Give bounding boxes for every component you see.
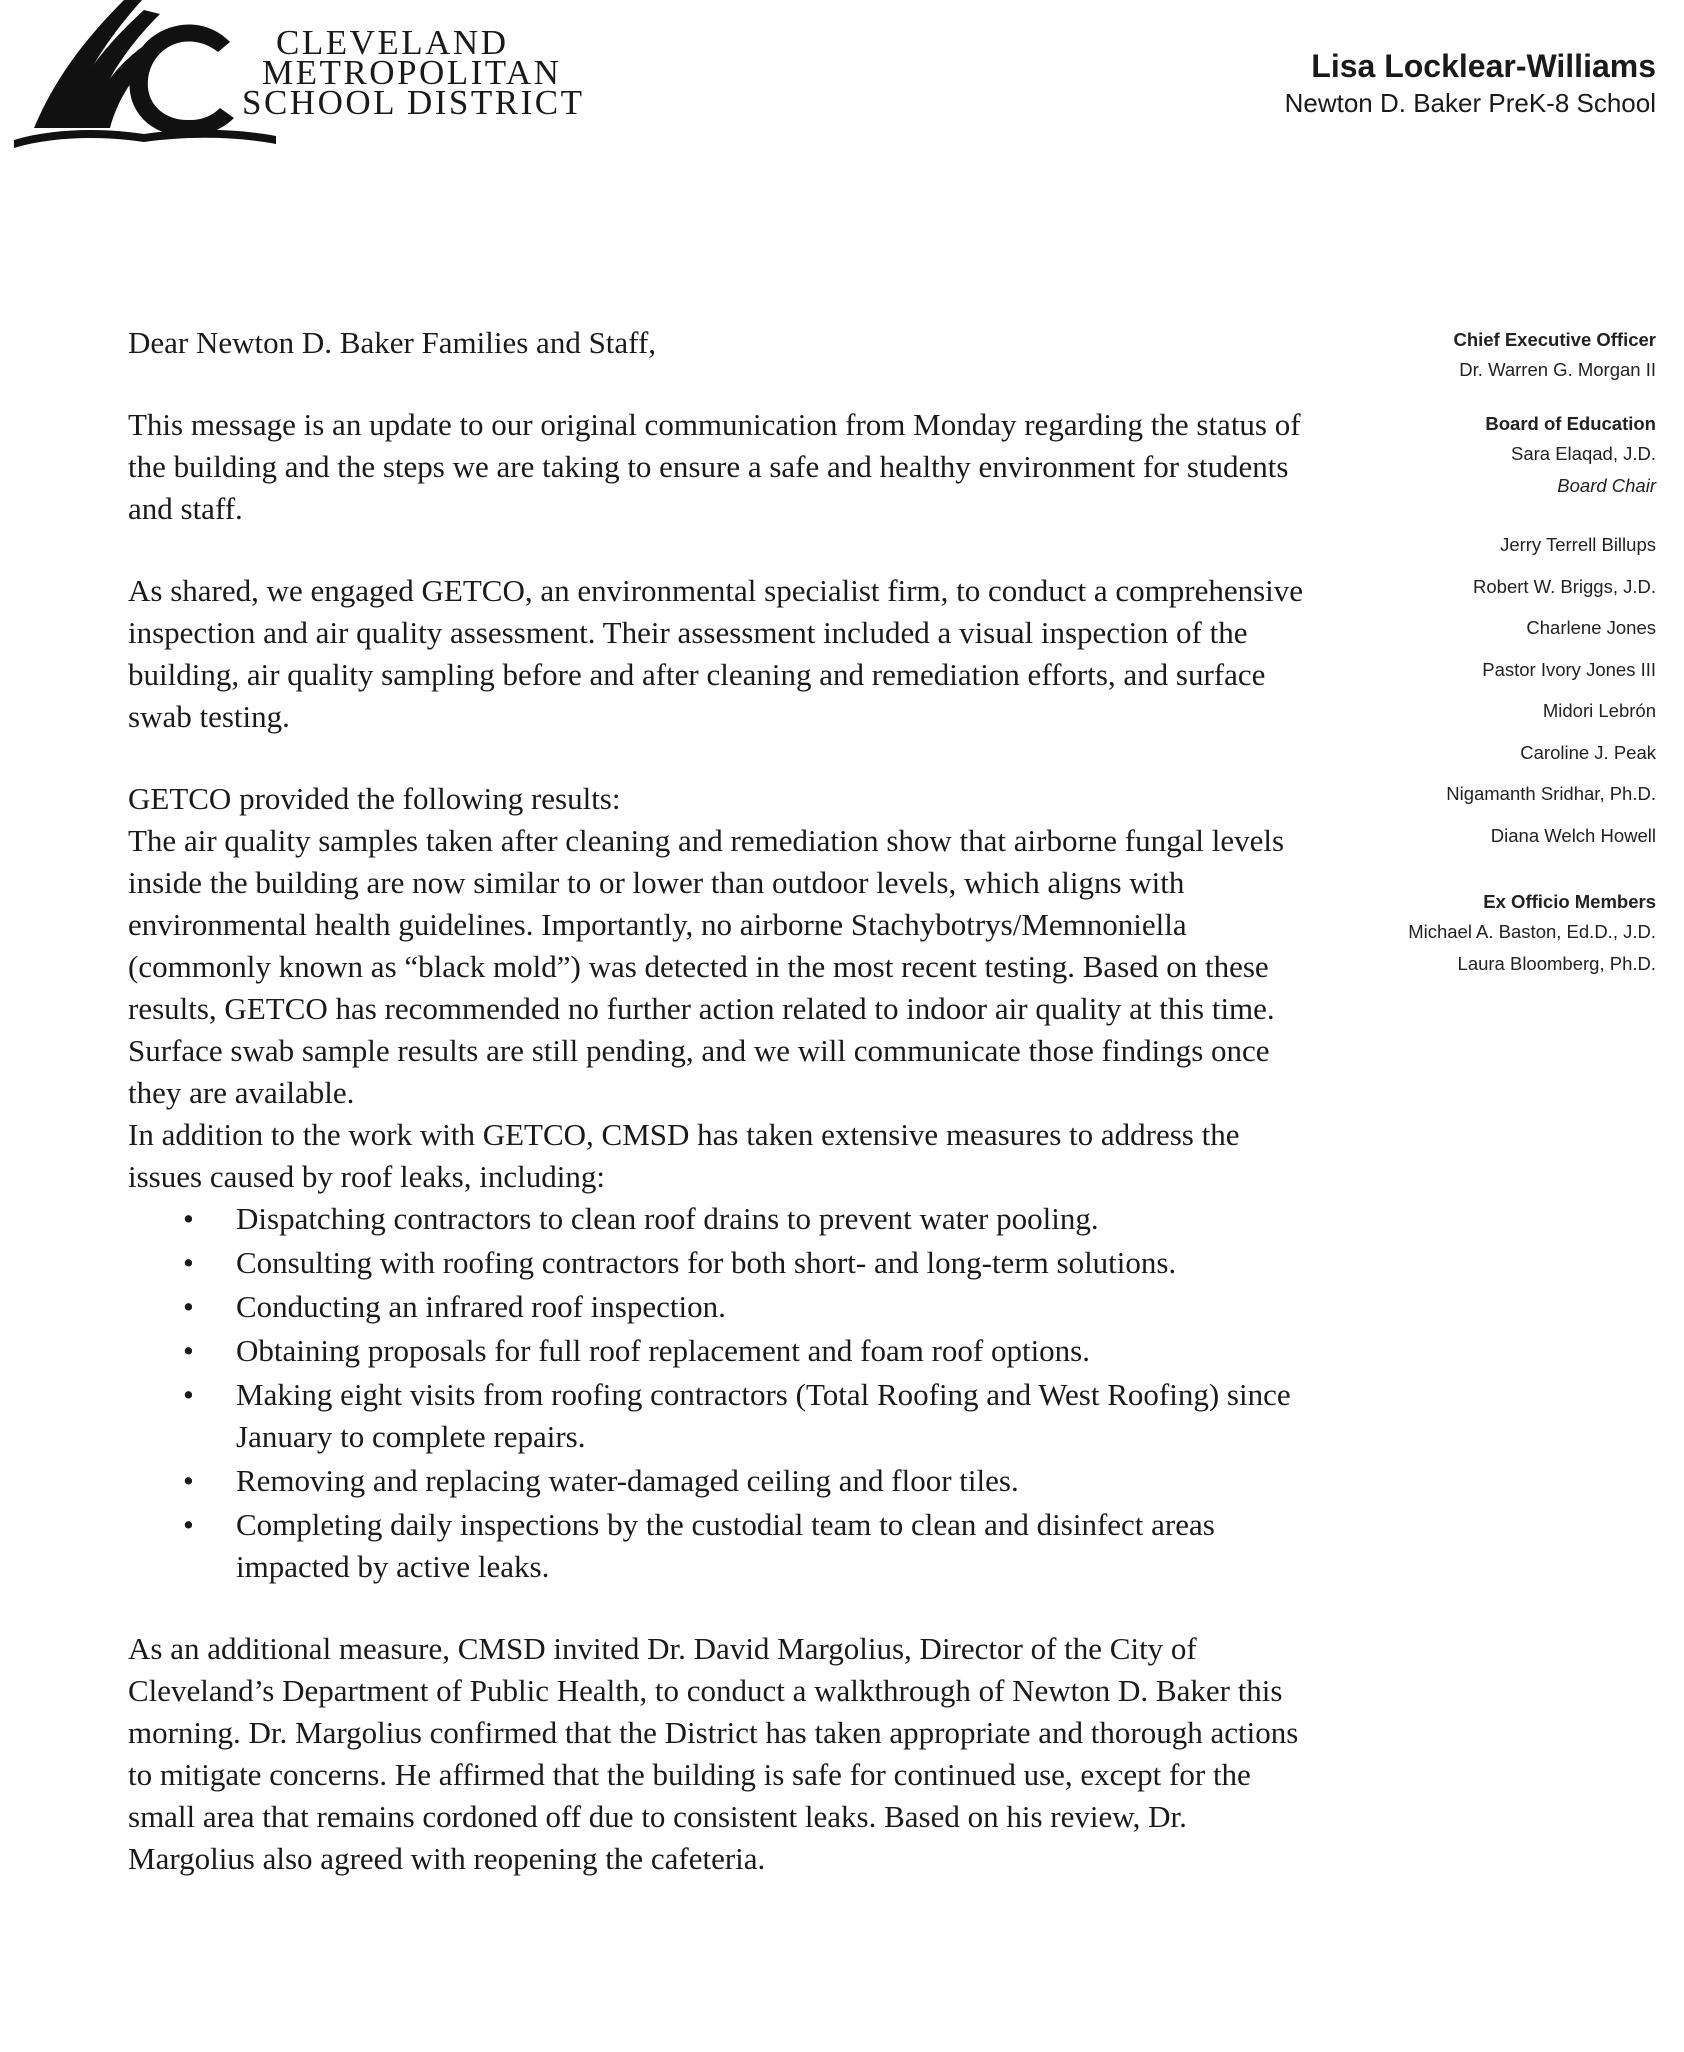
school-name: Newton D. Baker PreK-8 School — [1284, 88, 1656, 118]
list-item-text: Dispatching contractors to clean roof drains to prevent water pooling. — [236, 1201, 1099, 1236]
board-member: Caroline J. Peak — [1520, 741, 1656, 763]
board-member: Pastor Ivory Jones III — [1482, 658, 1656, 680]
logo-text-line-3: SCHOOL DISTRICT — [242, 83, 585, 122]
results-heading: GETCO provided the following results: — [128, 781, 621, 816]
ex-officio-member: Laura Bloomberg, Ph.D. — [1457, 953, 1656, 974]
list-item — [128, 1242, 1308, 1284]
principal-name: Lisa Locklear-Williams — [1311, 48, 1656, 84]
bullet-icon: • — [183, 1245, 194, 1280]
district-logo — [14, 0, 585, 150]
list-item-text: Making eight visits from roofing contractors (Total Roofing and West Roofing) since January to complete repairs. — [236, 1377, 1291, 1454]
list-item — [128, 1330, 1308, 1372]
assessment-paragraph: As shared, we engaged GETCO, an environmental specialist firm, to conduct a comprehensive inspection and air quality assessment. Their assessment included a visual inspection of the building, air quality sampling before and after cleaning and remediation efforts, and surface swab testing. — [128, 573, 1304, 734]
board-chair-name: Sara Elaqad, J.D. — [1511, 443, 1656, 464]
board-member: Midori Lebrón — [1542, 700, 1656, 721]
bullet-icon: • — [183, 1289, 194, 1324]
bullet-icon: • — [183, 1201, 194, 1236]
results-paragraph: The air quality samples taken after cleaning and remediation show that airborne fungal levels inside the building are now similar to or lower than outdoor levels, which aligns with environmental health guidelines. Importantly, no airborne Stachybotrys/Memnoniella (commonly known as “black mold”) was detected in the most recent testing. Based on these results, GETCO has recommended no further action related to indoor air quality at this time. Surface swab sample results are still pending, and we will communicate those findings once they are available. — [128, 823, 1285, 1110]
bullet-icon: • — [183, 1377, 194, 1412]
measures-intro: In addition to the work with GETCO, CMSD has taken extensive measures to address the issues caused by roof leaks, including: — [128, 1117, 1240, 1194]
bullet-icon: • — [183, 1507, 194, 1542]
list-item-text: Removing and replacing water-damaged ceiling and floor tiles. — [236, 1463, 1019, 1498]
list-item — [128, 1286, 1308, 1328]
bullet-icon: • — [183, 1333, 194, 1368]
ex-officio-heading: Ex Officio Members — [1483, 891, 1656, 912]
closing-paragraph: As an additional measure, CMSD invited Dr. David Margolius, Director of the City of Cleveland’s Department of Public Health, to conduct a walkthrough of Newton D. Baker this morning. Dr. Margolius confirmed that the District has taken appropriate and thorough actions to mitigate concerns. He affirmed that the building is safe for continued use, except for the small area that remains cordoned off due to consistent leaks. Based on his review, Dr. Margolius also agreed with reopening the cafeteria. — [128, 1631, 1299, 1876]
leadership-sidebar — [1326, 326, 1656, 980]
principal-block — [1285, 46, 1656, 120]
board-heading: Board of Education — [1485, 413, 1656, 434]
logo-text-line-2: METROPOLITAN — [262, 53, 562, 92]
logo-text-line-1: CLEVELAND — [276, 23, 509, 62]
bullet-icon: • — [183, 1463, 194, 1498]
board-member: Charlene Jones — [1526, 617, 1656, 638]
update-paragraph: This message is an update to our original communication from Monday regarding the status of the building and the steps we are taking to ensure a safe and healthy environment for students and staff. — [128, 407, 1301, 526]
list-item — [128, 1504, 1308, 1588]
board-member: Robert W. Briggs, J.D. — [1473, 575, 1656, 597]
ex-officio-member: Michael A. Baston, Ed.D., J.D. — [1408, 921, 1656, 942]
list-item — [128, 1198, 1308, 1240]
ceo-name: Dr. Warren G. Morgan II — [1459, 359, 1656, 380]
salutation: Dear Newton D. Baker Families and Staff, — [128, 325, 657, 360]
board-member: Jerry Terrell Billups — [1500, 534, 1656, 555]
list-item-text: Conducting an infrared roof inspection. — [236, 1289, 726, 1324]
list-item — [128, 1374, 1308, 1458]
list-item-text: Obtaining proposals for full roof replacement and foam roof options. — [236, 1333, 1090, 1368]
letter-body — [128, 322, 1308, 1880]
board-chair-role: Board Chair — [1557, 475, 1656, 496]
board-member: Nigamanth Sridhar, Ph.D. — [1446, 783, 1656, 804]
measures-list — [128, 1198, 1308, 1588]
ceo-heading: Chief Executive Officer — [1453, 329, 1656, 350]
board-member: Diana Welch Howell — [1490, 824, 1656, 846]
list-item-text: Consulting with roofing contractors for both short- and long-term solutions. — [236, 1245, 1177, 1280]
list-item-text: Completing daily inspections by the custodial team to clean and disinfect areas impacted by active leaks. — [236, 1507, 1215, 1584]
list-item — [128, 1460, 1308, 1502]
